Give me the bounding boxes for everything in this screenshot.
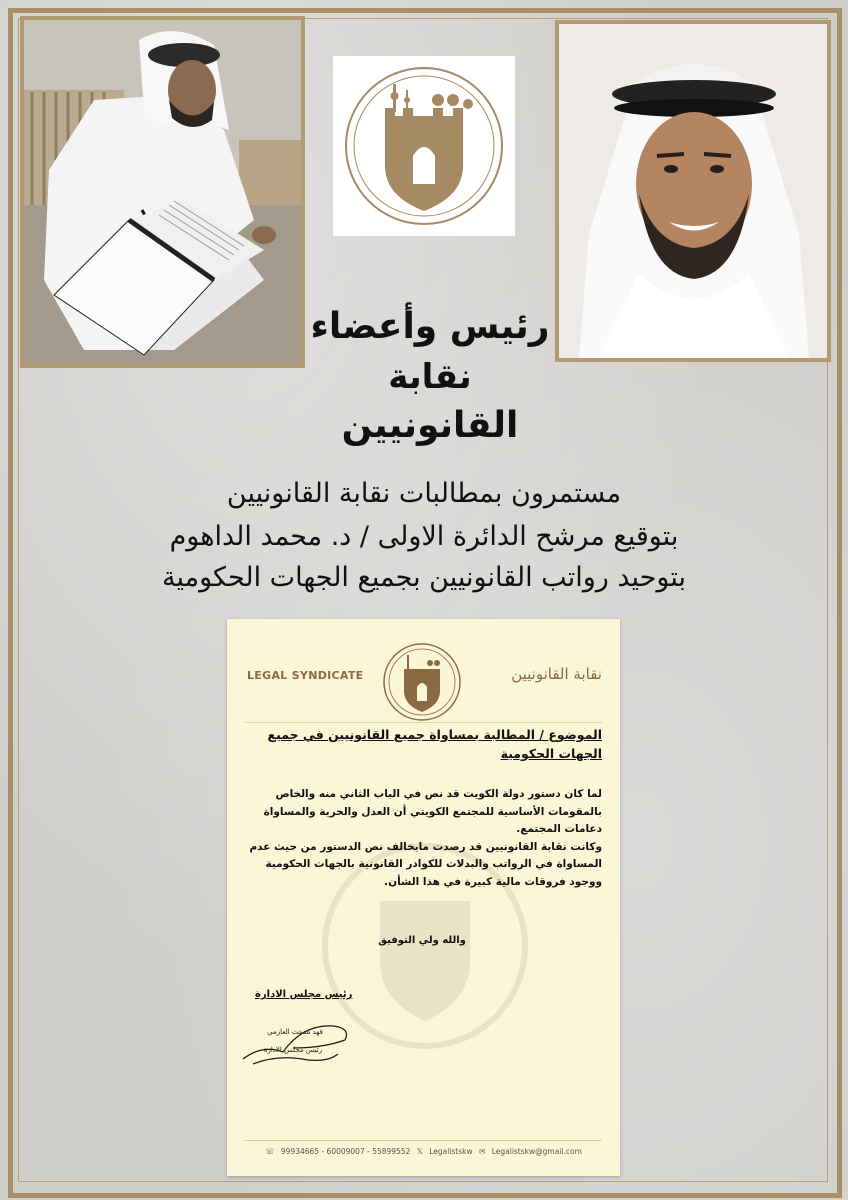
footer-x-handle: Legalistskw: [429, 1147, 473, 1156]
footer-email: Legalistskw@gmail.com: [491, 1147, 582, 1156]
phone-icon: ☏: [265, 1147, 275, 1156]
heading-line-2: نقابة: [388, 357, 472, 397]
letter-closing: والله ولي التوفيق: [378, 935, 466, 946]
heading-line-1: رئيس وأعضاء: [310, 306, 550, 347]
chairman-title: رئيس مجلس الادارة: [255, 989, 353, 1000]
letterhead-arabic: نقابة القانونيين: [511, 665, 602, 683]
svg-text:فهد مدعث العازمي: فهد مدعث العازمي: [267, 1028, 323, 1036]
letterhead-english: LEGAL SYNDICATE: [247, 669, 364, 682]
heading-line-3: القانونيين: [341, 405, 519, 446]
letter-document: [227, 619, 620, 1176]
letter-body: [245, 786, 602, 891]
footer-phones: 99934665 - 60009007 - 55899552: [280, 1147, 411, 1156]
header-divider: [245, 722, 602, 723]
svg-text:رئيس مجلس الادارة: رئيس مجلس الادارة: [263, 1046, 323, 1054]
subtitle-line-2: بتوقيع مرشح الدائرة الاولى / د. محمد الداهوم: [169, 521, 679, 552]
letter-footer: [245, 1140, 602, 1156]
subtitle-line-1: مستمرون بمطالبات نقابة القانونيين: [226, 478, 622, 509]
letter-subject: الموضوع / المطالبة بمساواة جميع القانونيين في جميع الجهات الحكومية: [267, 727, 602, 761]
email-icon: ✉: [479, 1147, 486, 1156]
letter-paragraph-1: لما كان دستور دولة الكويت قد نص في الباب الثاني منه والخاص بالمقومات الأساسية للمجتمع الكويتي أن العدل والحرية والمساواة دعامات المجتمع.: [263, 788, 602, 835]
syndicate-logo: [333, 56, 515, 236]
letter-paragraph-2: وكانت نقابة القانونيين قد رصدت مايخالف نص الدستور من حيث عدم المساواة في الرواتب والبدلات للكوادر القانونية بالجهات الحكومية ووجود فروقات مالية كبيرة في هذا الشأن.: [249, 840, 602, 888]
handwritten-signature: [233, 1004, 363, 1074]
subtitle-line-3: بتوحيد رواتب القانونيين بجميع الجهات الحكومية: [162, 562, 686, 593]
x-logo-icon: 𝕏: [416, 1147, 423, 1156]
letterhead-logo: [377, 639, 467, 725]
